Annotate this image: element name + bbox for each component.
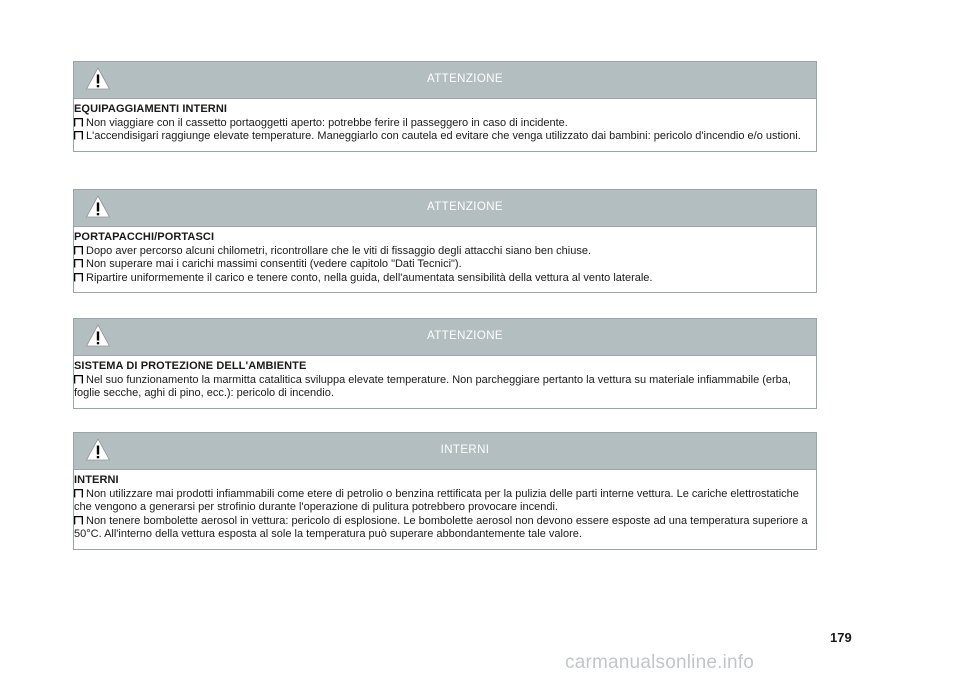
warning-box-portapacchi <box>73 189 817 293</box>
list-item <box>74 272 816 286</box>
watermark: carmanualsonline.info <box>565 652 755 673</box>
section-title: SISTEMA DI PROTEZIONE DELL'AMBIENTE <box>74 360 307 372</box>
list-item-text: Non tenere bombolette aerosol in vettura: pericolo di esplosione. Le bombolette aerosol non devono essere esposte ad una temperatura superiore a 50°C. All'interno della vettura esposta al sole la temperatura può superare abbondantemente tale valore. <box>74 514 808 541</box>
box-header-title: ATTENZIONE <box>427 201 503 213</box>
page-number: 179 <box>830 630 852 645</box>
square-bullet-icon <box>74 489 83 498</box>
square-bullet-icon <box>74 375 83 384</box>
square-bullet-icon <box>74 131 83 140</box>
list-item-text: Non superare mai i carichi massimi consentiti (vedere capitolo "Dati Tecnici"). <box>86 258 462 271</box>
box-header <box>74 62 816 99</box>
list-item <box>74 258 816 272</box>
warning-box-equipaggiamenti <box>73 61 817 152</box>
square-bullet-icon <box>74 516 83 525</box>
list-item <box>74 488 816 515</box>
box-header <box>74 433 816 470</box>
list-item <box>74 515 816 542</box>
box-body <box>74 99 816 151</box>
box-body <box>74 470 816 549</box>
warning-box-ambiente <box>73 318 817 409</box>
section-title: EQUIPAGGIAMENTI INTERNI <box>74 103 228 115</box>
box-header <box>74 319 816 356</box>
box-header <box>74 190 816 227</box>
list-item <box>74 374 816 401</box>
list-item-text: Non viaggiare con il cassetto portaoggetti aperto: potrebbe ferire il passeggero in caso di incidente. <box>86 116 568 129</box>
box-header-title: INTERNI <box>440 444 490 456</box>
list-item-text: Dopo aver percorso alcuni chilometri, ricontrollare che le viti di fissaggio degli attacchi siano ben chiuse. <box>86 244 592 257</box>
box-header-title: ATTENZIONE <box>427 73 503 85</box>
square-bullet-icon <box>74 118 83 127</box>
warning-box-interni <box>73 432 817 550</box>
box-body <box>74 227 816 292</box>
box-header-title: ATTENZIONE <box>427 330 503 342</box>
list-item <box>74 117 816 131</box>
list-item-text: Nel suo funzionamento la marmitta catalitica sviluppa elevate temperature. Non parcheggiare pertanto la vettura su materiale infiammabile (erba, foglie secche, aghi di pino, ecc.): pericolo di incendio. <box>74 373 791 400</box>
box-body <box>74 356 816 408</box>
square-bullet-icon <box>74 273 83 282</box>
square-bullet-icon <box>74 246 83 255</box>
section-title: PORTAPACCHI/PORTASCI <box>74 231 215 243</box>
list-item <box>74 130 816 144</box>
list-item-text: Non utilizzare mai prodotti infiammabili come etere di petrolio o benzina rettificata per la pulizia delle parti interne vettura. Le cariche elettrostatiche che vengono a generarsi per strofinio durante l'operazione di pulitura potrebbero provocare incendi. <box>74 487 799 514</box>
section-title: INTERNI <box>74 474 119 486</box>
list-item <box>74 245 816 259</box>
list-item-text: Ripartire uniformemente il carico e tenere conto, nella guida, dell'aumentata sensibilità della vettura al vento laterale. <box>86 271 653 284</box>
list-item-text: L'accendisigari raggiunge elevate temperature. Maneggiarlo con cautela ed evitare che venga utilizzato dai bambini: pericolo d'incendio e/o ustioni. <box>86 130 801 143</box>
square-bullet-icon <box>74 259 83 268</box>
